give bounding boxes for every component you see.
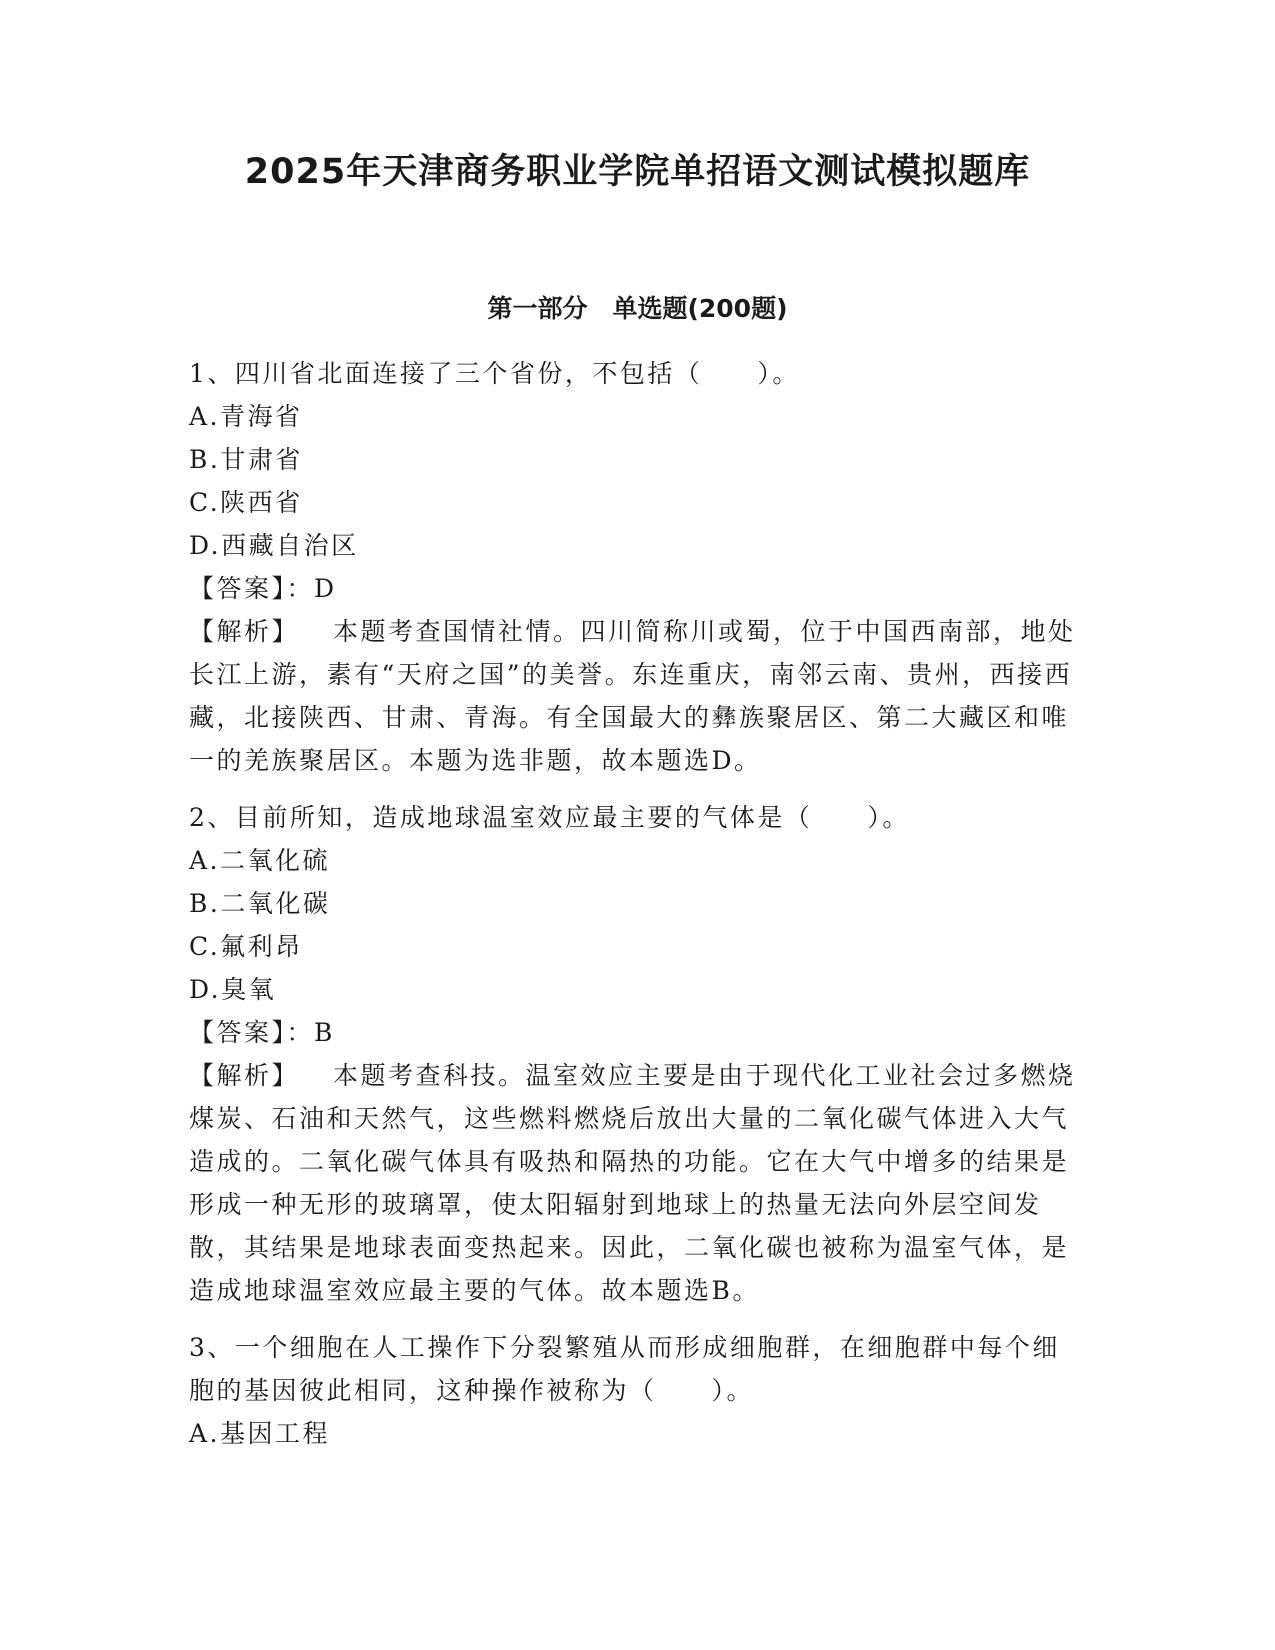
option-b: B.甘肃省 [189,445,303,474]
option-d: D.西藏自治区 [189,531,359,560]
answer-label: 【答案】： [189,574,315,603]
answer-line [189,1011,1084,1054]
question-stem: 2、目前所知，造成地球温室效应最主要的气体是（ ）。 [189,803,910,832]
analysis-label: 【解析】 [189,617,300,646]
question-stem: 1、四川省北面连接了三个省份，不包括（ ）。 [189,359,800,388]
option-a: A.青海省 [189,402,303,431]
document-title: 2025年天津商务职业学院单招语文测试模拟题库 [244,152,1031,192]
answer-line [189,567,1084,610]
answer-value: D [314,574,337,603]
section-title: 第一部分 单选题(200题) [487,294,788,323]
analysis-text: 本题考查国情社情。四川简称川或蜀，位于中国西南部，地处长江上游，素有“天府之国”的美誉。东连重庆，南邻云南、贵州，西接西藏，北接陕西、甘肃、青海。有全国最大的彝族聚居区、第二大藏区和唯一的羌族聚居区。本题为选非题，故本题选D。 [189,617,1076,775]
option-c: C.陕西省 [189,488,303,517]
answer-value: B [314,1018,335,1047]
question-1 [189,352,1084,782]
question-stem: 3、一个细胞在人工操作下分裂繁殖从而形成细胞群，在细胞群中每个细胞的基因彼此相同，这种操作被称为（ ）。 [189,1333,1060,1405]
option-b: B.二氧化碳 [189,889,331,918]
question-list [189,352,1084,1469]
analysis-paragraph [189,610,1084,782]
option-c: C.氟利昂 [189,932,303,961]
analysis-label: 【解析】 [189,1061,300,1090]
question-3 [189,1326,1084,1455]
analysis-text: 本题考查科技。温室效应主要是由于现代化工业社会过多燃烧煤炭、石油和天然气，这些燃料燃烧后放出大量的二氧化碳气体进入大气造成的。二氧化碳气体具有吸热和隔热的功能。它在大气中增多的结果是形成一种无形的玻璃罩，使太阳辐射到地球上的热量无法向外层空间发散，其结果是地球表面变热起来。因此，二氧化碳也被称为温室气体，是造成地球温室效应最主要的气体。故本题选B。 [189,1061,1076,1305]
question-2 [189,796,1084,1312]
analysis-paragraph [189,1054,1084,1312]
answer-label: 【答案】： [189,1018,315,1047]
option-d: D.臭氧 [189,975,277,1004]
option-a: A.基因工程 [189,1419,331,1448]
option-a: A.二氧化硫 [189,846,331,875]
